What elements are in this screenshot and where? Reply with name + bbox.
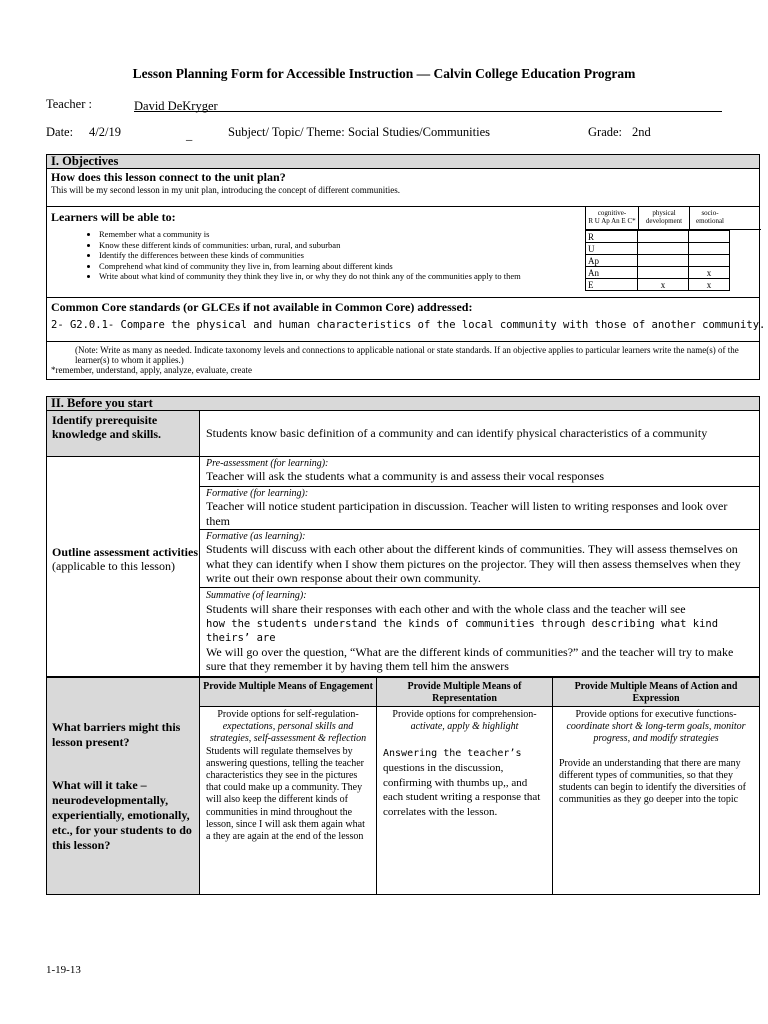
socio-cell: x	[689, 279, 730, 291]
table-row	[586, 231, 730, 243]
objective-item: • Write about what kind of community they think they live in, or why they do not think any of the communities apply to them	[99, 271, 589, 282]
objective-item: • Comprehend what kind of community they live in, from learning about different kinds	[99, 261, 589, 272]
formative1-cell	[199, 486, 760, 530]
summative-line3: We will go over the question, “What are the different kinds of communities?” and the teacher will try to make sure that they remember it by having them tell him the answers	[206, 644, 734, 673]
physical-header: physical development	[638, 207, 689, 229]
grade-value: 2nd	[632, 125, 651, 139]
socio-cell	[689, 255, 730, 267]
prereq-label-cell	[46, 410, 200, 457]
objective-item: • Remember what a community is	[99, 229, 589, 240]
unit-plan-question: How does this lesson connect to the unit plan?	[51, 170, 286, 184]
physical-cell	[638, 267, 689, 279]
level-cell: R	[586, 231, 638, 243]
level-cell: E	[586, 279, 638, 291]
engagement-cell	[199, 706, 377, 895]
level-cell: Ap	[586, 255, 638, 267]
table-row	[586, 267, 730, 279]
assessment-label-cell	[46, 456, 200, 677]
formative2-value: Students will discuss with each other about the different kinds of communities. They will assess themselves on what they can identify when I show them pictures on the projector. They will then assess themselves when they write out their own response about their own community.	[206, 542, 741, 585]
teacher-label: Teacher :	[46, 97, 92, 111]
learners-label: Learners will be able to:	[51, 210, 176, 224]
table-row	[586, 243, 730, 255]
assessment-sub: (applicable to this lesson)	[52, 559, 175, 573]
physical-cell	[638, 255, 689, 267]
formative2-cell	[199, 529, 760, 588]
socio-cell	[689, 243, 730, 255]
teacher-name: David DeKryger	[134, 99, 218, 113]
cognitive-header-label: cognitive-	[597, 209, 627, 217]
engagement-header: Provide Multiple Means of Engagement	[199, 677, 377, 707]
footer-code: 1-19-13	[46, 964, 81, 976]
summative-cell	[199, 587, 760, 677]
taxonomy-footnote: *remember, understand, apply, analyze, evaluate, create	[51, 365, 252, 375]
summative-line1: Students will share their responses with each other and with the whole class and the teacher will see	[206, 602, 686, 616]
objectives-section-title: I. Objectives	[46, 154, 760, 169]
date-label: Date:	[46, 125, 74, 139]
taxonomy-grid	[585, 230, 730, 291]
subject-label: Subject/ Topic/ Theme:	[228, 125, 345, 139]
table-row	[586, 255, 730, 267]
physical-cell: x	[638, 279, 689, 291]
physical-cell	[638, 243, 689, 255]
date-blank: _	[186, 128, 193, 142]
pre-assessment-value: Teacher will ask the students what a community is and assess their vocal responses	[206, 469, 605, 483]
summative-label: Summative (of learning):	[206, 590, 307, 601]
standards-value: 2- G2.0.1- Compare the physical and human characteristics of the local community with those of another community.	[51, 319, 766, 331]
action-expression-header: Provide Multiple Means of Action and Expression	[552, 677, 760, 707]
action-expression-intro: Provide options for executive functions-	[575, 709, 737, 720]
prereq-label: Identify prerequisite knowledge and skills.	[52, 413, 162, 441]
table-row	[586, 279, 730, 291]
engagement-italic: expectations, personal skills and strategies, self-assessment & reflection	[209, 721, 367, 745]
socio-cell: x	[689, 267, 730, 279]
representation-intro: Provide options for comprehension-	[392, 709, 537, 720]
whatwill-label: What will it take – neurodevelopmentally, experientially, emotionally, etc., for your students to do this lesson?	[52, 778, 192, 852]
representation-header: Provide Multiple Means of Representation	[376, 677, 553, 707]
level-cell: An	[586, 267, 638, 279]
barriers-label: What barriers might this lesson present?	[52, 720, 181, 749]
note-box	[46, 341, 760, 380]
physical-cell	[638, 231, 689, 243]
representation-cell	[376, 706, 553, 895]
form-title: Lesson Planning Form for Accessible Instruction — Calvin College Education Program	[132, 66, 636, 81]
pre-assessment-cell	[199, 456, 760, 487]
cognitive-header	[585, 207, 638, 229]
objective-item: • Know these different kinds of communities: urban, rural, and suburban	[99, 240, 589, 251]
formative2-label: Formative (as learning):	[206, 531, 306, 542]
objectives-list	[53, 229, 589, 282]
representation-body: questions in the discussion, confirming with thumbs up,, and each student writing a response that correlates with the lesson.	[383, 762, 541, 818]
formative1-value: Teacher will notice student participation in discussion. Teacher will listen to writing responses and look over them	[206, 499, 728, 528]
action-expression-italic: coordinate short & long-term goals, monitor progress, and modify strategies	[566, 721, 746, 745]
action-expression-cell	[552, 706, 760, 895]
taxonomy-header	[585, 207, 761, 230]
assessment-label-wrap	[52, 545, 198, 573]
learners-box	[46, 206, 760, 298]
taxonomy-table	[585, 207, 761, 291]
standards-label: Common Core standards (or GLCEs if not available in Common Core) addressed:	[51, 300, 473, 314]
unit-plan-answer: This will be my second lesson in my unit plan, introducing the concept of different communities.	[51, 185, 401, 195]
assessment-label: Outline assessment activities	[52, 545, 198, 559]
pre-assessment-label: Pre-assessment (for learning):	[206, 458, 329, 469]
formative1-label: Formative (for learning):	[206, 488, 309, 499]
summative-line2: how the students understand the kinds of communities through describing what kind theirs’ are	[206, 617, 719, 644]
before-section-title: II. Before you start	[46, 396, 760, 411]
level-cell: U	[586, 243, 638, 255]
engagement-intro: Provide options for self-regulation-	[217, 709, 359, 720]
engagement-body: Students will regulate themselves by answering questions, telling the teacher characteristics they see in the pictures that could make up a community. They will also keep the different kinds of communities in mind throughout the lesson, since I will ask them again what a they are again at the end of the lesson	[206, 745, 365, 843]
standards-box	[46, 297, 766, 342]
objective-item: • Identify the differences between these kinds of communities	[99, 250, 589, 261]
barriers-label-cell	[46, 677, 200, 895]
representation-body-first: Answering the teacher’s	[383, 748, 522, 760]
prereq-value-cell	[199, 410, 760, 457]
unit-plan-box	[46, 168, 760, 207]
socio-header: socio-emotional	[689, 207, 732, 229]
socio-cell	[689, 231, 730, 243]
representation-italic: activate, apply & highlight	[410, 721, 519, 733]
grade-label: Grade:	[588, 125, 623, 139]
subject-value: Social Studies/Communities	[348, 125, 491, 139]
date-value: 4/2/19	[89, 125, 121, 139]
note-text: (Note: Write as many as needed. Indicate taxonomy levels and connections to applicable national or state standards. If an objective applies to particular learners write the name(s) of the learner(s) to whom it applies.)	[75, 345, 739, 365]
cognitive-header-sub: R U Ap An E C*	[588, 217, 636, 225]
teacher-field	[134, 97, 722, 112]
prereq-value: Students know basic definition of a community and can identify physical characteristics of a community	[206, 426, 708, 440]
action-expression-body: Provide an understanding that there are many different types of communities, so that they students can begin to identify the diversities of communities as they go deeper into the topic	[559, 757, 746, 806]
